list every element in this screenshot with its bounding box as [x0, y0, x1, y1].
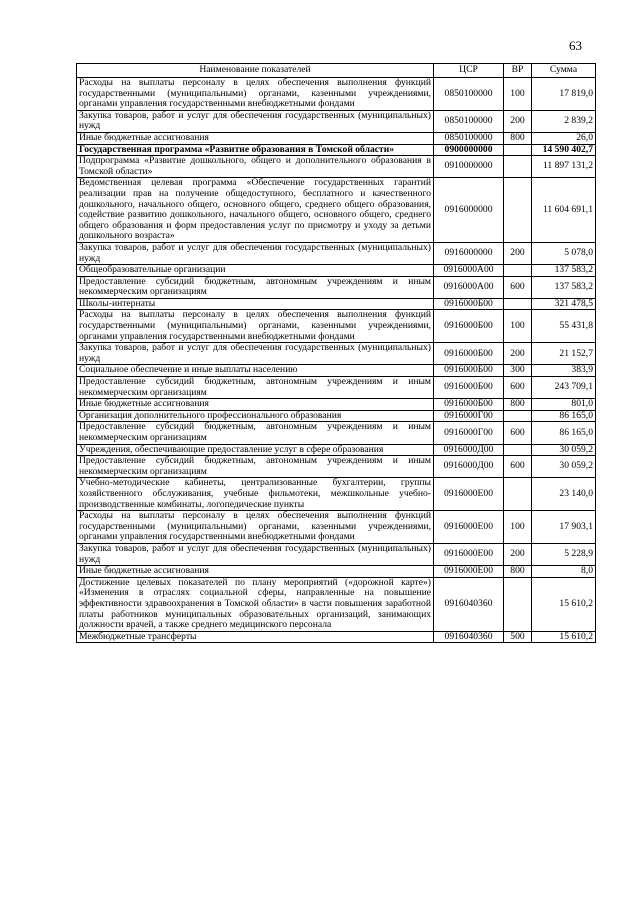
cell-csr: 0916000Г00 — [434, 410, 504, 422]
cell-csr: 0850100000 — [434, 110, 504, 132]
cell-name: Ведомственная целевая программа «Обеспечение государственных гарантий реализации прав на получение общедоступного, бесплатного и качественного дошкольного, начального общего, основного общего, среднего общего образования, содействие развитию дошкольного, начального общего, основного общего, среднего общего образования и форм предоставления услуг по присмотру и уходу за детьми дошкольного возраста» — [77, 178, 434, 243]
cell-csr: 0916000Б00 — [434, 377, 504, 399]
cell-name: Иные бюджетные ассигнования — [77, 399, 434, 411]
cell-sum: 17 903,1 — [532, 511, 596, 544]
cell-csr: 0916000Д00 — [434, 444, 504, 456]
cell-name: Закупка товаров, работ и услуг для обеспечения государственных (муниципальных) нужд — [77, 343, 434, 365]
cell-name: Достижение целевых показателей по плану мероприятий («дорожной карте») «Изменения в отраслях социальной сферы, направленные на повышение эффективности здравоохранения в Томской области» в части повышения заработной платы работников муниципальных образовательных организаций, занимающих должности врачей, а также среднего медицинского персонала — [77, 577, 434, 631]
cell-sum: 14 590 402,7 — [532, 144, 596, 156]
cell-vr — [504, 478, 532, 511]
table-row — [77, 577, 596, 631]
cell-csr: 0916000А00 — [434, 276, 504, 298]
cell-name: Общеобразовательные организации — [77, 265, 434, 277]
cell-name: Государственная программа «Развитие образования в Томской области» — [77, 144, 434, 156]
cell-sum: 86 165,0 — [532, 422, 596, 444]
cell-name: Предоставление субсидий бюджетным, автономным учреждениям и иным некоммерческим организациям — [77, 456, 434, 478]
cell-sum: 2 839,2 — [532, 110, 596, 132]
table-header-row — [77, 64, 596, 78]
cell-vr: 500 — [504, 631, 532, 643]
table-row — [77, 132, 596, 144]
cell-sum: 5 078,0 — [532, 242, 596, 264]
cell-vr: 600 — [504, 422, 532, 444]
cell-vr: 200 — [504, 343, 532, 365]
cell-vr: 100 — [504, 511, 532, 544]
table-row — [77, 178, 596, 243]
cell-name: Учебно-методические кабинеты, централизованные бухгалтерии, группы хозяйственного обслуживания, учебные фильмотеки, межшкольные учебно-производственные комбинаты, логопедические пункты — [77, 478, 434, 511]
cell-csr: 0916000Б00 — [434, 343, 504, 365]
cell-sum: 11 604 691,1 — [532, 178, 596, 243]
cell-csr: 0916040360 — [434, 631, 504, 643]
cell-name: Закупка товаров, работ и услуг для обеспечения государственных (муниципальных) нужд — [77, 110, 434, 132]
cell-vr: 800 — [504, 399, 532, 411]
table-row — [77, 410, 596, 422]
table-row — [77, 543, 596, 565]
table-row — [77, 276, 596, 298]
cell-name: Социальное обеспечение и иные выплаты населению — [77, 365, 434, 377]
cell-vr: 200 — [504, 543, 532, 565]
cell-sum: 801,0 — [532, 399, 596, 411]
cell-name: Межбюджетные трансферты — [77, 631, 434, 643]
cell-vr: 800 — [504, 132, 532, 144]
cell-sum: 21 152,7 — [532, 343, 596, 365]
cell-csr: 0916000Д00 — [434, 456, 504, 478]
cell-name: Иные бюджетные ассигнования — [77, 566, 434, 578]
cell-sum: 15 610,2 — [532, 631, 596, 643]
cell-sum: 137 583,2 — [532, 265, 596, 277]
cell-name: Расходы на выплаты персоналу в целях обеспечения выполнения функций государственными (муниципальными) органами, казенными учреждениями, органами управления государственными внебюджетными фондами — [77, 78, 434, 111]
table-row — [77, 399, 596, 411]
table-row — [77, 422, 596, 444]
cell-sum: 11 897 131,2 — [532, 156, 596, 178]
cell-sum: 321 478,5 — [532, 298, 596, 310]
cell-vr — [504, 144, 532, 156]
table-row — [77, 343, 596, 365]
cell-csr: 0916000Б00 — [434, 365, 504, 377]
cell-csr: 0910000000 — [434, 156, 504, 178]
cell-vr: 100 — [504, 78, 532, 111]
cell-vr: 200 — [504, 242, 532, 264]
cell-csr: 0916000Г00 — [434, 422, 504, 444]
cell-csr: 0916040360 — [434, 577, 504, 631]
cell-vr — [504, 298, 532, 310]
header-vr: ВР — [504, 64, 532, 78]
cell-vr — [504, 265, 532, 277]
cell-name: Предоставление субсидий бюджетным, автономным учреждениям и иным некоммерческим организациям — [77, 422, 434, 444]
cell-vr — [504, 410, 532, 422]
cell-name: Учреждения, обеспечивающие предоставление услуг в сфере образования — [77, 444, 434, 456]
table-row — [77, 242, 596, 264]
cell-vr: 800 — [504, 566, 532, 578]
table-row — [77, 298, 596, 310]
cell-name: Подпрограмма «Развитие дошкольного, общего и дополнительного образования в Томской области» — [77, 156, 434, 178]
cell-vr — [504, 577, 532, 631]
cell-vr: 100 — [504, 310, 532, 343]
cell-vr: 600 — [504, 377, 532, 399]
cell-vr: 200 — [504, 110, 532, 132]
cell-name: Организация дополнительного профессионального образования — [77, 410, 434, 422]
cell-name: Закупка товаров, работ и услуг для обеспечения государственных (муниципальных) нужд — [77, 242, 434, 264]
table-row — [77, 310, 596, 343]
cell-name: Школы-интернаты — [77, 298, 434, 310]
table-row — [77, 456, 596, 478]
cell-sum: 15 610,2 — [532, 577, 596, 631]
cell-name: Предоставление субсидий бюджетным, автономным учреждениям и иным некоммерческим организациям — [77, 276, 434, 298]
table-row — [77, 444, 596, 456]
cell-sum: 243 709,1 — [532, 377, 596, 399]
table-row — [77, 265, 596, 277]
cell-csr: 0850100000 — [434, 78, 504, 111]
budget-table — [76, 63, 596, 643]
table-row — [77, 566, 596, 578]
cell-sum: 383,9 — [532, 365, 596, 377]
cell-csr: 0916000Б00 — [434, 399, 504, 411]
header-name: Наименование показателей — [77, 64, 434, 78]
cell-vr — [504, 156, 532, 178]
cell-name: Закупка товаров, работ и услуг для обеспечения государственных (муниципальных) нужд — [77, 543, 434, 565]
page-number: 63 — [569, 38, 582, 53]
table-row — [77, 110, 596, 132]
table-row — [77, 478, 596, 511]
cell-sum: 86 165,0 — [532, 410, 596, 422]
cell-csr: 0916000000 — [434, 178, 504, 243]
cell-name: Расходы на выплаты персоналу в целях обеспечения выполнения функций государственными (муниципальными) органами, казенными учреждениями, органами управления государственными внебюджетными фондами — [77, 310, 434, 343]
cell-vr: 600 — [504, 456, 532, 478]
cell-csr: 0916000000 — [434, 242, 504, 264]
cell-sum: 8,0 — [532, 566, 596, 578]
cell-sum: 137 583,2 — [532, 276, 596, 298]
cell-sum: 30 059,2 — [532, 444, 596, 456]
cell-csr: 0916000Е00 — [434, 566, 504, 578]
cell-csr: 0916000Е00 — [434, 478, 504, 511]
cell-csr: 0916000Б00 — [434, 298, 504, 310]
cell-sum: 55 431,8 — [532, 310, 596, 343]
cell-sum: 26,0 — [532, 132, 596, 144]
table-row — [77, 631, 596, 643]
cell-sum: 17 819,0 — [532, 78, 596, 111]
table-row — [77, 365, 596, 377]
table-row — [77, 144, 596, 156]
table-row — [77, 156, 596, 178]
table-row — [77, 511, 596, 544]
cell-name: Предоставление субсидий бюджетным, автономным учреждениям и иным некоммерческим организациям — [77, 377, 434, 399]
cell-sum: 5 228,9 — [532, 543, 596, 565]
cell-sum: 23 140,0 — [532, 478, 596, 511]
table-row — [77, 78, 596, 111]
table-row — [77, 377, 596, 399]
cell-csr: 0850100000 — [434, 132, 504, 144]
cell-vr: 300 — [504, 365, 532, 377]
cell-vr — [504, 178, 532, 243]
table-body — [77, 78, 596, 643]
header-csr: ЦСР — [434, 64, 504, 78]
cell-csr: 0916000Е00 — [434, 543, 504, 565]
cell-name: Иные бюджетные ассигнования — [77, 132, 434, 144]
cell-csr: 0900000000 — [434, 144, 504, 156]
cell-csr: 0916000Е00 — [434, 511, 504, 544]
cell-vr — [504, 444, 532, 456]
cell-sum: 30 059,2 — [532, 456, 596, 478]
cell-vr: 600 — [504, 276, 532, 298]
cell-csr: 0916000Б00 — [434, 310, 504, 343]
header-sum: Сумма — [532, 64, 596, 78]
cell-csr: 0916000А00 — [434, 265, 504, 277]
cell-name: Расходы на выплаты персоналу в целях обеспечения выполнения функций государственными (муниципальными) органами, казенными учреждениями, органами управления государственными внебюджетными фондами — [77, 511, 434, 544]
